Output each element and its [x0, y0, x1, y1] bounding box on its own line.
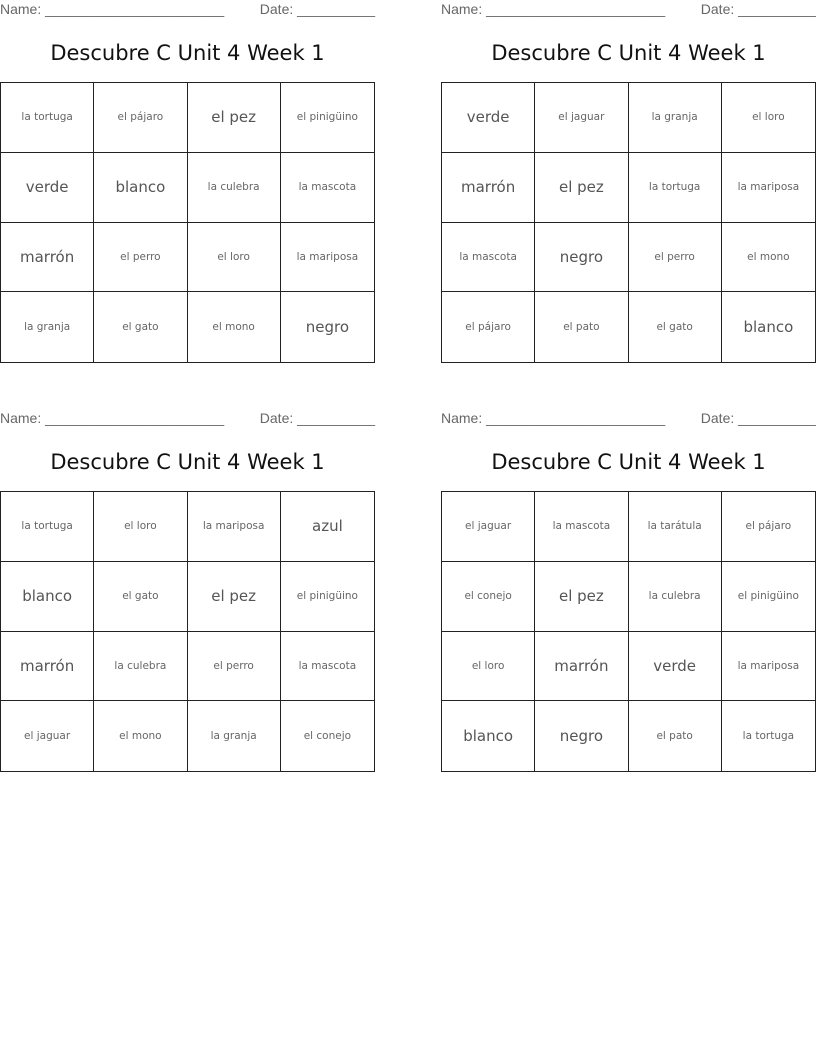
- bingo-cell: la tortuga: [1, 492, 94, 562]
- name-field-label: Name: _______________________: [0, 410, 225, 426]
- bingo-cell: el pez: [535, 153, 628, 223]
- bingo-cell: el perro: [629, 223, 722, 293]
- bingo-cell: el gato: [629, 292, 722, 362]
- bingo-card-2: [441, 0, 816, 364]
- bingo-cell: el pájaro: [722, 492, 815, 562]
- bingo-cell: el pez: [188, 562, 281, 632]
- bingo-cell: el loro: [722, 83, 815, 153]
- bingo-cell: marrón: [1, 223, 94, 293]
- date-field-label: Date: __________: [700, 410, 816, 426]
- bingo-cell: la culebra: [188, 153, 281, 223]
- bingo-cell: la culebra: [94, 632, 187, 702]
- bingo-cell: la tortuga: [1, 83, 94, 153]
- bingo-cell: el mono: [722, 223, 815, 293]
- bingo-cell: el perro: [94, 223, 187, 293]
- bingo-cell: la granja: [188, 701, 281, 771]
- bingo-cell: el jaguar: [535, 83, 628, 153]
- card-header: [0, 410, 375, 430]
- card-title: Descubre C Unit 4 Week 1: [50, 41, 325, 65]
- bingo-grid: [441, 82, 816, 363]
- bingo-cell: la mariposa: [722, 632, 815, 702]
- bingo-cell: el loro: [188, 223, 281, 293]
- bingo-cell: blanco: [1, 562, 94, 632]
- card-title: Descubre C Unit 4 Week 1: [50, 450, 325, 474]
- bingo-cell: la mariposa: [188, 492, 281, 562]
- bingo-cell: el conejo: [303, 730, 352, 743]
- bingo-cell: la tortuga: [742, 730, 795, 743]
- bingo-cell: negro: [305, 318, 350, 337]
- bingo-cell: la mascota: [442, 223, 535, 293]
- bingo-cell: el perro: [188, 632, 281, 702]
- bingo-cell: el pinigüino: [722, 562, 815, 632]
- bingo-cell: blanco: [442, 701, 535, 771]
- bingo-cell: negro: [535, 701, 628, 771]
- bingo-cell: blanco: [94, 153, 187, 223]
- bingo-cell: el jaguar: [442, 492, 535, 562]
- bingo-cell: el jaguar: [1, 701, 94, 771]
- bingo-cell: el pájaro: [442, 292, 535, 362]
- bingo-cell: el pinigüino: [281, 83, 374, 153]
- bingo-cell: marrón: [442, 153, 535, 223]
- bingo-cell: el pez: [535, 562, 628, 632]
- bingo-card-3: [0, 409, 375, 773]
- bingo-cell: la mascota: [535, 492, 628, 562]
- bingo-cell: el pez: [188, 83, 281, 153]
- card-title: Descubre C Unit 4 Week 1: [491, 41, 766, 65]
- bingo-cell: azul: [281, 492, 374, 562]
- date-field-label: Date: __________: [259, 410, 375, 426]
- bingo-cell: el gato: [94, 562, 187, 632]
- bingo-card-4: [441, 409, 816, 773]
- bingo-cell: marrón: [535, 632, 628, 702]
- bingo-grid: [441, 491, 816, 772]
- bingo-cell: el gato: [94, 292, 187, 362]
- bingo-cell: el mono: [94, 701, 187, 771]
- bingo-grid: [0, 82, 375, 363]
- bingo-cell: el loro: [442, 632, 535, 702]
- date-field-label: Date: __________: [259, 1, 375, 17]
- bingo-cell: blanco: [743, 318, 794, 337]
- name-field-label: Name: _______________________: [441, 1, 666, 17]
- bingo-cell: verde: [1, 153, 94, 223]
- name-field-label: Name: _______________________: [441, 410, 666, 426]
- bingo-cell: marrón: [1, 632, 94, 702]
- bingo-cell: la mascota: [281, 153, 374, 223]
- bingo-grid: [0, 491, 375, 772]
- bingo-cell: el mono: [188, 292, 281, 362]
- card-header: [0, 1, 375, 21]
- bingo-cell: la culebra: [629, 562, 722, 632]
- bingo-cell: el pájaro: [94, 83, 187, 153]
- bingo-cell: el conejo: [442, 562, 535, 632]
- bingo-cell: la tortuga: [629, 153, 722, 223]
- bingo-cell: el pato: [535, 292, 628, 362]
- bingo-cell: negro: [535, 223, 628, 293]
- bingo-cell: la granja: [1, 292, 94, 362]
- bingo-cell: la mascota: [281, 632, 374, 702]
- bingo-cell: verde: [629, 632, 722, 702]
- bingo-cell: la mariposa: [722, 153, 815, 223]
- card-title: Descubre C Unit 4 Week 1: [491, 450, 766, 474]
- bingo-cell: la mariposa: [281, 223, 374, 293]
- bingo-cell: el pinigüino: [281, 562, 374, 632]
- card-header: [441, 410, 816, 430]
- card-header: [441, 1, 816, 21]
- bingo-cell: el loro: [94, 492, 187, 562]
- name-field-label: Name: _______________________: [0, 1, 225, 17]
- bingo-cell: la tarátula: [629, 492, 722, 562]
- bingo-cell: verde: [442, 83, 535, 153]
- bingo-cell: la granja: [629, 83, 722, 153]
- bingo-cell: el pato: [629, 701, 722, 771]
- bingo-card-1: [0, 0, 375, 364]
- date-field-label: Date: __________: [700, 1, 816, 17]
